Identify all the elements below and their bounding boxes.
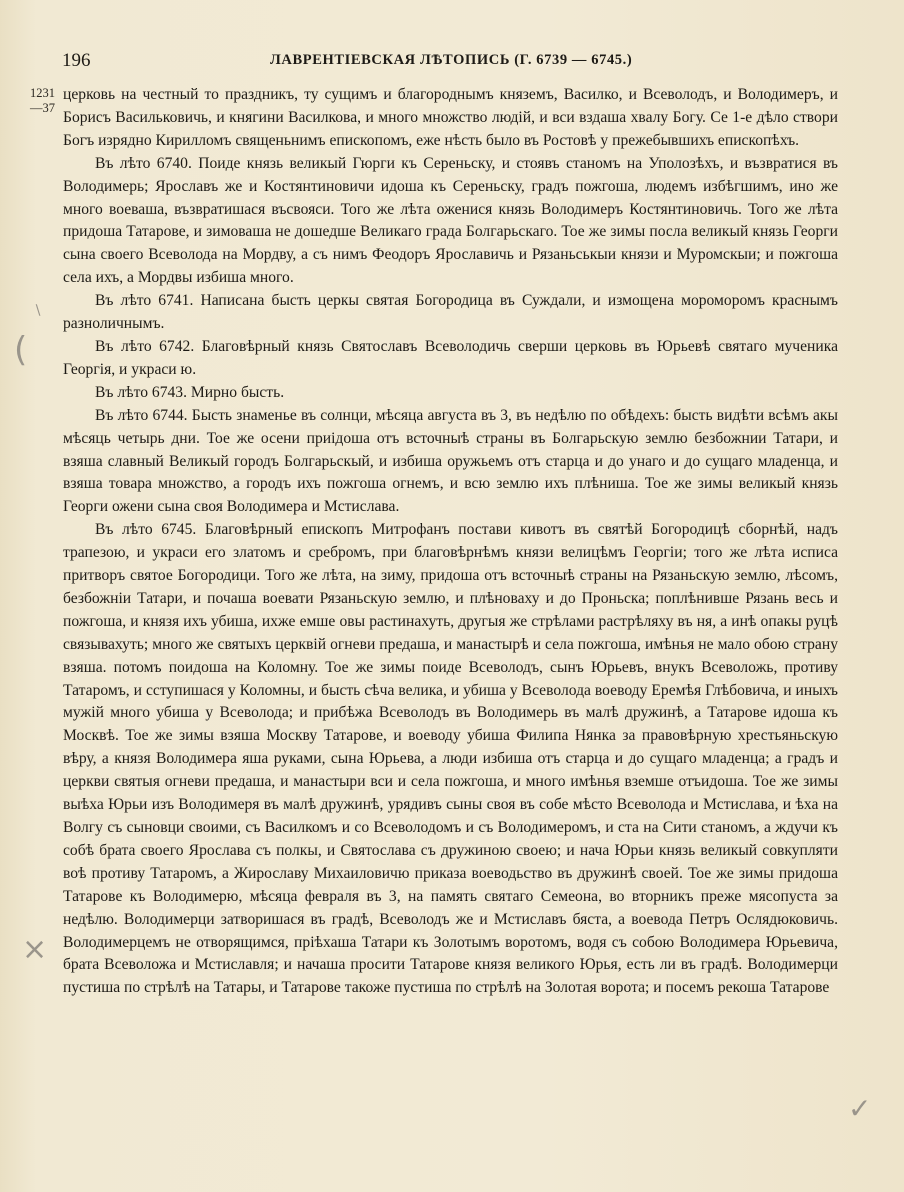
paragraph-continuation: церковь на честный то праздникъ, ту сущимъ и благороднымъ княземъ, Василко, и Всеволодъ, и Володимеръ, и Борисъ Васильковичь, и княгини Василкова, и много множство людій, и вси вздаша хвалу Богу. Се 1-е дѣло створи Богъ изрядно Кирилломъ священьнимъ епископомъ, еже нѣсть было въ Ростовѣ у прежебывшихъ епископѣхъ.	[63, 86, 838, 149]
chronicle-text	[63, 84, 838, 1000]
margin-year-start: 1231	[30, 86, 55, 100]
paragraph-year-6744: Въ лѣто 6744. Бысть знаменье въ солнци, мѣсяца августа въ 3, въ недѣлю по обѣдехъ: бысть видѣти всѣмъ акы мѣсяць четырь дни. Тое же осени приідоша отъ всточныѣ страны въ Болгарьскую землю безбожнии Татари, и взяша славный Великый городъ Болгарьскый, и избиша оружьемъ отъ старца и до унаго и до сущаго младенца, и взяша товара множство, а городъ ихъ пожгоша огнемъ, и всю землю ихъ плѣниша. Тое же зимы великый князь Георги ожени сына своя Володимера и Мстислава.	[63, 406, 838, 516]
running-head: ЛАВРЕНТІЕВСКАЯ ЛѢТОПИСЬ (Г. 6739 — 6745.)	[270, 52, 633, 68]
pencil-cross-mark: ×	[22, 932, 48, 967]
paragraph-year-6740: Въ лѣто 6740. Поиде князь великый Гюрги къ Сереньску, и стоявъ станомъ на Уполозѣхъ, и възвратися въ Володимерь; Ярославъ же и Костянтиновичи идоша къ Сереньску, градъ пожгоша, людемъ избѣгшимъ, ино же много воеваша, възвратишася въсвояси. Того же лѣта оженися князь Володимеръ Костянтиновичь. Того же лѣта придоша Татарове, и зимоваша не дошедше Великаго града Болгарьскаго. Тое же зимы посла великый князь Георги сына своего Всеволода на Мордву, а съ нимъ Феодоръ Ярославичь и Рязаньськыи князи и Муромскыи; и пожгоша села ихъ, а Мордвы избиша много.	[63, 154, 838, 287]
margin-year-end: —37	[30, 101, 55, 115]
page-header	[62, 50, 842, 74]
paragraph-year-6741: Въ лѣто 6741. Написана бысть церкы святая Богородица въ Суждали, и измощена мороморомъ краснымъ разноличнымъ.	[63, 292, 838, 333]
paragraph-year-6743: Въ лѣто 6743. Мирно бысть.	[95, 383, 285, 401]
paragraph-year-6742: Въ лѣто 6742. Благовѣрный князь Святославъ Всеволодичь сверши церковь въ Юрьевѣ святаго мученика Георгія, и украси ю.	[63, 337, 838, 378]
pencil-bracket-mark: (	[14, 330, 28, 370]
margin-year-range	[30, 86, 55, 116]
pencil-mark: ∖	[33, 303, 42, 319]
paragraph-year-6745: Въ лѣто 6745. Благовѣрный епископъ Митрофанъ постави кивотъ въ святѣй Богородицѣ сборнѣй, надъ трапезою, и украси его златомъ и сребромъ, при благовѣрнѣмъ князи велицѣмъ Георгіи; того же лѣта исписа притворъ святое Богородици. Того же лѣта, на зиму, придоша отъ всточныѣ страны на Рязаньскую землю, лѣсомъ, безбожніи Татари, и почаша воевати Рязаньскую землю, и плѣноваху и до Проньска; поплѣнивше Рязань весь и пожгоша, и князя ихъ убиша, ихже емше овы растинахуть, другыя же стрѣлами растрѣляху въ ня, а инѣ опакы руцѣ связывахуть; много же святыхъ церквій огневи предаша, и манастырѣ и села пожгоша, имѣнья не мало обою страну взяша. потомъ поидоша на Коломну. Тое же зимы поиде Всеволодъ, сынъ Юрьевъ, внукъ Всеволожь, противу Татаромъ, и сступишася у Коломны, и бысть сѣча велика, и убиша у Всеволода воеводу Еремѣя Глѣбовича, и иныхъ мужій много убиша у Всеволода; и прибѣжа Всеволодъ въ Володимерь въ малѣ дружинѣ, а Татарове идоша къ Москвѣ. Тое же зимы взяша Москву Татарове, и воеводу убиша Филипа Нянка за правовѣрную хрестьяньскую вѣру, а князя Володимера яша руками, сына Юрьева, а люди избиша отъ старца и до сущаго младенца; а градъ и церкви святыя огневи предаша, и манастыри вси и села пожгоша, и много имѣнья вземше отъидоша. Тое же зимы выѣха Юрьи изъ Володимеря въ малѣ дружинѣ, урядивъ сыны своя въ собе мѣсто Всеволода и Мстислава, и ѣха на Волгу съ сыновци своими, съ Василкомъ и со Всеволодомъ и съ Володимеромъ, и ста на Сити станомъ, а ждучи къ собѣ брата своего Ярослава съ полкы, и Святослава съ дружиною своею; и нача Юрьи князь великый совкупляти воѣ противу Татаромъ, а Жирославу Михаиловичю приказа воеводьство въ дружинѣ своей. Тое же зимы придоша Татарове къ Володимерю, мѣсяца февраля въ 3, на память святаго Семеона, во вторникъ преже мясопуста за недѣлю. Володимерци затворишася въ градѣ, Всеволодъ же и Мстиславъ бяста, а воевода Петръ Ослядюковичь. Володимерцемъ не отворящимся, пріѣхаша Татари къ Золотымъ воротомъ, водя съ собою Володимера Юрьевича, брата Всеволожа и Мстиславля; и начаша просити Татарове князя великого Юрья, есть ли въ градѣ. Володимерци пустиша по стрѣлѣ на Татары, и Татарове такоже пустиша по стрѣлѣ на Золотая ворота; и посемъ рекоша Татарове	[63, 521, 838, 997]
page-number: 196	[62, 50, 91, 71]
pencil-tick-mark: ✓	[848, 1092, 872, 1125]
